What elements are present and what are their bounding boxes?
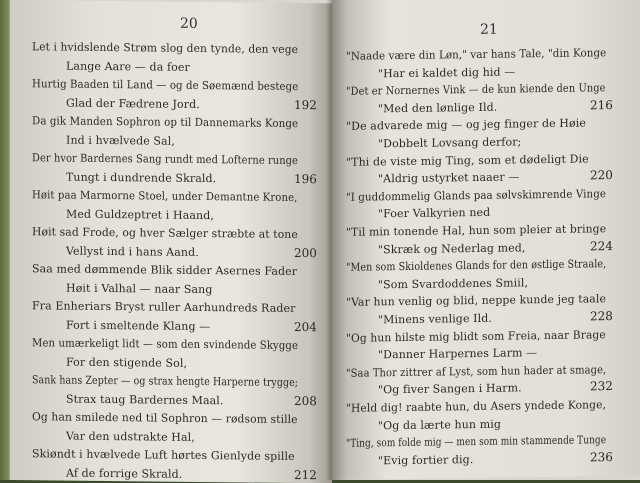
verse-line: "Og fiver Sangen i Harm. [378, 381, 522, 397]
verse-line: Da gik Manden Sophron op til Dannemarks Konge [32, 114, 299, 131]
verse-line: Lange Aare — da foer [66, 59, 190, 74]
verse-line: Og han smilede ned til Sophron — rødsom stille [32, 410, 298, 427]
verse-line: Fort i smeltende Klang — [66, 318, 211, 333]
line-number: 216 [590, 97, 613, 113]
line-number: 200 [294, 245, 317, 260]
verse-line: Fra Enheriars Bryst ruller Aarhundreds Rader [32, 299, 296, 315]
line-number: 196 [294, 171, 317, 186]
line-number: 236 [590, 449, 613, 465]
verse-line: Der hvor Bardernes Sang rundt med Lofterne runge [32, 151, 298, 168]
verse-line: Hurtig Baaden til Land — og de Søemænd bestege [32, 77, 299, 94]
verse-line: "I guddommelig Glands paa sølvskimrende Vinge [346, 186, 607, 204]
verse-line: "Thi de viste mig Ting, som et dødeligt Die [346, 152, 589, 169]
verse-line: "Til min tonende Hal, hun som pleier at bringe [346, 222, 607, 239]
line-number: 232 [590, 379, 613, 394]
verse-line: "De advarede mig — og jeg finger de Høie [346, 116, 586, 134]
left-page-number: 20 [180, 15, 198, 32]
line-number: 208 [294, 393, 317, 408]
line-number: 212 [294, 467, 317, 482]
verse-line: "Som Svardoddenes Smiil, [378, 276, 529, 292]
line-number: 204 [294, 319, 317, 334]
verse-line: "Danner Harpernes Larm — [378, 346, 538, 362]
verse-line: Var den udstrakte Hal, [66, 429, 195, 444]
verse-line: Af de forrige Skrald. [66, 466, 183, 481]
verse-line: "Saa Thor zittrer af Lyst, som hun hader at smage, [346, 362, 607, 380]
verse-line: "Held dig! raabte hun, du Asers yndede Konge, [346, 398, 606, 415]
verse-line: Med Guldzeptret i Haand, [66, 207, 214, 222]
verse-line: Saa med dømmende Blik sidder Asernes Fader [32, 262, 298, 279]
verse-line: Høit sad Frode, og hver Sælger stræbte at tone [32, 225, 298, 242]
line-number: 228 [590, 309, 613, 324]
verse-line: Let i hvidslende Strøm slog den tynde, den vege [32, 40, 299, 57]
verse-line: "Skræk og Nederlag med, [378, 240, 526, 256]
verse-line: Høit i Valhal — naar Sang [66, 281, 213, 296]
verse-line: "Og hun hilste mig blidt som Freia, naar Brage [346, 327, 606, 345]
right-page-number: 21 [480, 21, 498, 38]
verse-line: Skiøndt i hvælvede Luft hørtes Gienlyde spille [32, 447, 295, 463]
verse-line: "Aldrig ustyrket naaer — [378, 170, 520, 186]
verse-line: "Evig fortier dig. [378, 452, 474, 468]
left-page [10, 0, 332, 483]
verse-line: Glad der Fædrene Jord. [66, 96, 200, 111]
verse-line: Strax taug Bardernes Maal. [66, 392, 224, 407]
verse-line: "Naade være din Løn," var hans Tale, "din Konge [346, 46, 607, 63]
verse-line: Ind i hvælvede Sal, [66, 133, 175, 148]
verse-line: "Var hun venlig og blid, neppe kunde jeg taale [346, 292, 607, 310]
verse-line: "Det er Nornernes Vink — de kun kiende den Unge [346, 81, 606, 98]
verse-line: Sank hans Zepter — og strax hengte Harperne trygge; [32, 373, 299, 390]
verse-line: "Foer Valkyrien ned [378, 206, 491, 221]
verse-line: "Og da lærte hun mig [378, 417, 501, 432]
left-page-text [10, 0, 332, 482]
verse-line: Vellyst ind i hans Aand. [66, 244, 199, 259]
verse-line: "Men som Skioldenes Glands for den østlige Straale, [346, 257, 607, 274]
verse-line: "Med den lønlige Ild. [378, 100, 498, 116]
line-number: 224 [590, 238, 613, 253]
verse-line: Høit paa Marmorne Stoel, under Demantne Krone, [32, 188, 298, 205]
verse-line: "Dobbelt Lovsang derfor; [378, 135, 522, 151]
line-number: 192 [294, 97, 317, 112]
verse-line: Tungt i dundrende Skrald. [66, 170, 217, 185]
right-page [332, 0, 640, 480]
verse-line: For den stigende Sol, [66, 355, 188, 370]
verse-line: "Har ei kaldet dig hid — [378, 65, 516, 80]
verse-line: "Ting, som folde mig — men som min stammende Tunge [346, 433, 607, 450]
verse-line: Men umærkeligt lidt — som den svindende Skygge [32, 336, 299, 353]
verse-line: "Minens venlige Ild. [378, 311, 492, 327]
line-number: 220 [590, 168, 613, 183]
